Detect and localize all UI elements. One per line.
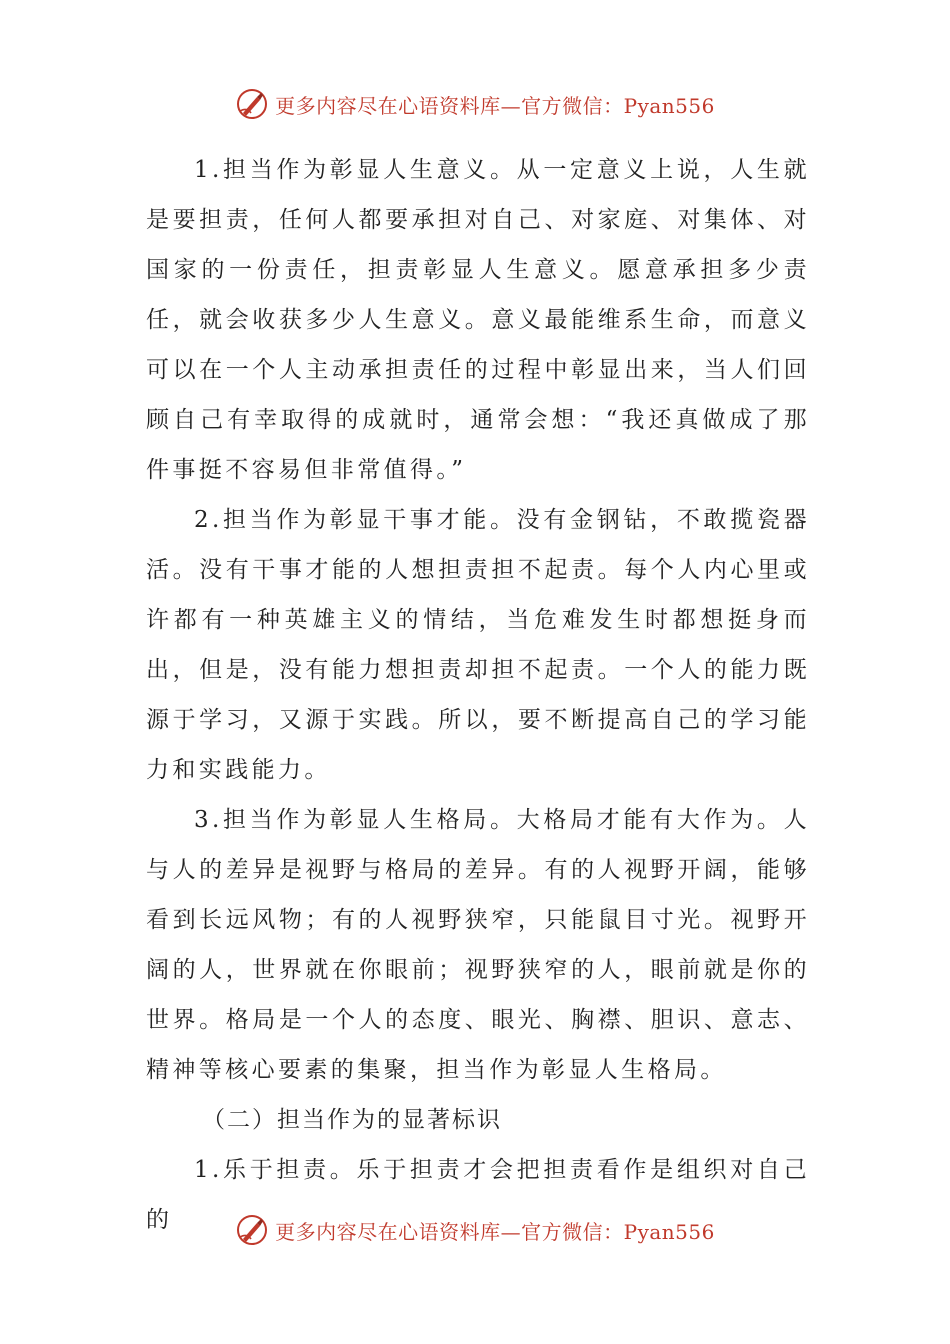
- paragraph-4: 1.乐于担责。乐于担责才会把担责看作是组织对自己的: [146, 1157, 810, 1233]
- section-heading: （二）担当作为的显著标识: [202, 1107, 502, 1133]
- paragraph-3: 3.担当作为彰显人生格局。大格局才能有大作为。人与人的差异是视野与格局的差异。有的人视野开阔，能够看到长远风物；有的人视野狭窄，只能鼠目寸光。视野开阔的人，世界就在你眼前；视野狭窄的人，眼前就是你的世界。格局是一个人的态度、眼光、胸襟、胆识、意志、精神等核心要素的集聚，担当作为彰显人生格局。: [146, 807, 810, 1083]
- paragraph-2: 2.担当作为彰显干事才能。没有金钢钻，不敢揽瓷器活。没有干事才能的人想担责担不起责。每个人内心里或许都有一种英雄主义的情结，当危难发生时都想挺身而出，但是，没有能力想担责却担不起责。一个人的能力既源于学习，又源于实践。所以，要不断提高自己的学习能力和实践能力。: [146, 507, 810, 783]
- header-watermark-banner: [0, 84, 950, 124]
- footer-watermark-banner: [0, 1210, 950, 1250]
- paragraph-1: 1.担当作为彰显人生意义。从一定意义上说，人生就是要担责，任何人都要承担对自己、对家庭、对集体、对国家的一份责任，担责彰显人生意义。愿意承担多少责任，就会收获多少人生意义。意义最能维系生命，而意义可以在一个人主动承担责任的过程中彰显出来，当人们回顾自己有幸取得的成就时，通常会想：“我还真做成了那件事挺不容易但非常值得。”: [146, 157, 810, 483]
- pen-logo-icon: [235, 1213, 269, 1247]
- banner-text: 更多内容尽在心语资料库—官方微信：Pyan556: [275, 1219, 715, 1244]
- banner-text: 更多内容尽在心语资料库—官方微信：Pyan556: [275, 93, 715, 118]
- pen-logo-icon: [235, 87, 269, 121]
- document-body: [146, 145, 810, 1245]
